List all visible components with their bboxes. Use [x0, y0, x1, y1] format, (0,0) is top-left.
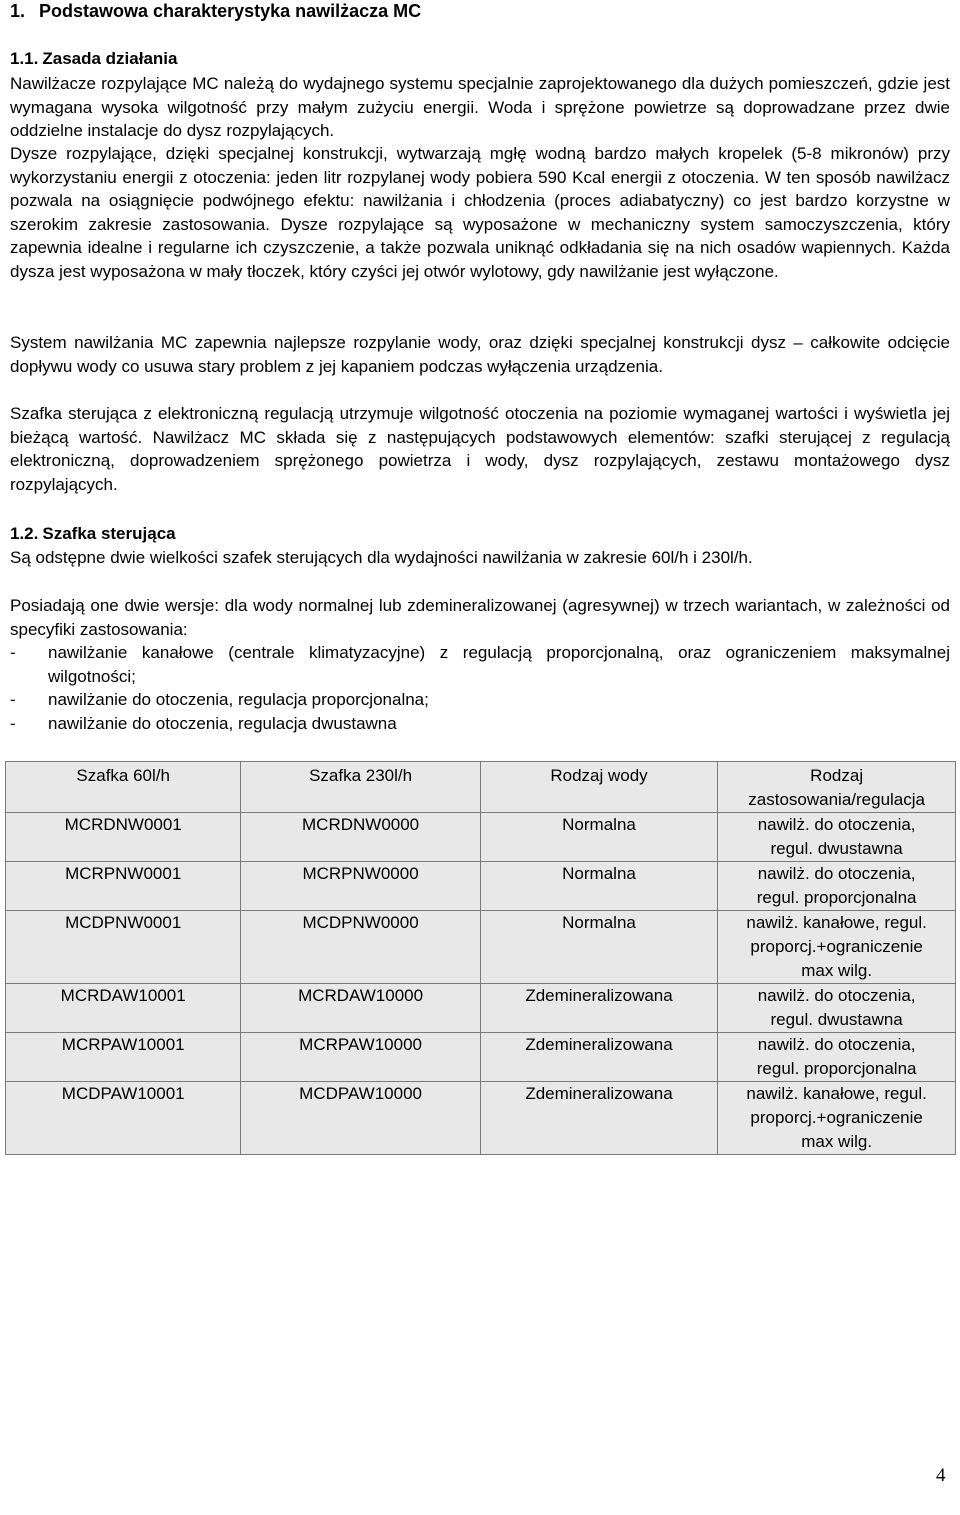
paragraph-cabinet: Szafka sterująca z elektroniczną regulacją utrzymuje wilgotność otoczenia na poziomie wymaganej wartości i wyświetla jej bieżącą wartość. Nawilżacz MC składa się z następujących podstawowych elementów: szafki sterującej z regulacją elektroniczną, doprowadzeniem sprężonego powietrza i wody, dysz rozpylających, zestawu montażowego dysz rozpylających. [10, 404, 950, 494]
section-1-number: 1. [10, 1, 26, 21]
section-1-1-number: 1.1. [10, 49, 39, 68]
list-item [10, 688, 950, 712]
cell-model-60: MCDPNW0001 [6, 911, 241, 984]
header-water-type: Rodzaj wody [480, 762, 718, 813]
section-1-1-heading [10, 49, 177, 69]
list-item-text: nawilżanie do otoczenia, regulacja dwustawna [48, 713, 397, 733]
cell-model-60: MCRPNW0001 [6, 862, 241, 911]
table-row [6, 1082, 956, 1155]
header-cabinet-60: Szafka 60l/h [6, 762, 241, 813]
paragraph-sizes: Są odstępne dwie wielkości szafek sterujących dla wydajności nawilżania w zakresie 60l/h i 230l/h. [10, 548, 753, 567]
section-1-1-title: Zasada działania [42, 49, 178, 68]
cell-model-230: MCRPAW10000 [241, 1033, 480, 1082]
cell-model-60: MCDPAW10001 [6, 1082, 241, 1155]
cell-water-type: Normalna [480, 813, 718, 862]
paragraph-system: System nawilżania MC zapewnia najlepsze rozpylanie wody, oraz dzięki specjalnej konstrukcji dysz – całkowite odcięcie dopływu wody co usuwa stary problem z jej kapaniem podczas wyłączenia urządzenia. [10, 333, 950, 376]
section-1-2-title: Szafka sterująca [42, 524, 176, 543]
table-row [6, 984, 956, 1033]
cell-water-type: Zdemineralizowana [480, 984, 718, 1033]
cell-model-230: MCDPAW10000 [241, 1082, 480, 1155]
cell-water-type: Zdemineralizowana [480, 1033, 718, 1082]
cell-model-60: MCRDNW0001 [6, 813, 241, 862]
header-cabinet-230: Szafka 230l/h [241, 762, 480, 813]
cabinet-models-table [5, 761, 956, 1155]
cell-application: nawilż. do otoczenia, regul. dwustawna [718, 984, 956, 1033]
list-dash: - [10, 690, 16, 710]
cell-water-type: Normalna [480, 911, 718, 984]
cell-model-60: MCRPAW10001 [6, 1033, 241, 1082]
section-1-heading [10, 1, 421, 22]
section-1-2-heading [10, 524, 176, 544]
table-row [6, 813, 956, 862]
paragraph-intro: Nawilżacze rozpylające MC należą do wydajnego systemu specjalnie zaprojektowanego dla dużych pomieszczeń, gdzie jest wymagana wysoka wilgotność przy małym zużyciu energii. Woda i sprężone powietrze są doprowadzane przez dwie oddzielne instalacje do dysz rozpylających. [10, 74, 950, 141]
cell-model-230: MCRDNW0000 [241, 813, 480, 862]
cell-water-type: Zdemineralizowana [480, 1082, 718, 1155]
list-item [10, 712, 950, 736]
cell-model-230: MCDPNW0000 [241, 911, 480, 984]
cell-application: nawilż. do otoczenia, regul. dwustawna [718, 813, 956, 862]
section-1-2-number: 1.2. [10, 524, 39, 543]
cell-model-230: MCRDAW10000 [241, 984, 480, 1033]
cell-application: nawilż. kanałowe, regul. proporcj.+ograniczenie max wilg. [718, 911, 956, 984]
cell-model-230: MCRPNW0000 [241, 862, 480, 911]
table-header-row [6, 762, 956, 813]
section-1-title: Podstawowa charakterystyka nawilżacza MC [39, 1, 422, 21]
list-item [10, 641, 950, 688]
table-row [6, 1033, 956, 1082]
cell-application: nawilż. kanałowe, regul. proporcj.+ograniczenie max wilg. [718, 1082, 956, 1155]
cell-water-type: Normalna [480, 862, 718, 911]
list-item-text: nawilżanie do otoczenia, regulacja proporcjonalna; [48, 690, 429, 710]
page-number: 4 [936, 1465, 946, 1486]
variants-list [10, 641, 950, 735]
cell-application: nawilż. do otoczenia, regul. proporcjonalna [718, 862, 956, 911]
header-application: Rodzaj zastosowania/regulacja [718, 762, 956, 813]
paragraph-versions: Posiadają one dwie wersje: dla wody normalnej lub zdemineralizowanej (agresywnej) w trzech wariantach, w zależności od specyfiki zastosowania: [10, 596, 950, 639]
list-item-text: nawilżanie kanałowe (centrale klimatyzacyjne) z regulacją proporcjonalną, oraz ograniczeniem maksymalnej wilgotności; [48, 643, 950, 686]
table-row [6, 862, 956, 911]
table-row [6, 911, 956, 984]
list-dash: - [10, 713, 16, 733]
list-dash: - [10, 643, 16, 662]
cell-application: nawilż. do otoczenia, regul. proporcjonalna [718, 1033, 956, 1082]
paragraph-nozzles: Dysze rozpylające, dzięki specjalnej konstrukcji, wytwarzają mgłę wodną bardzo małych kropelek (5-8 mikronów) przy wykorzystaniu energii z otoczenia: jeden litr rozpylanej wody pobiera 590 Kcal energii z otoczenia. W ten sposób nawilżacz pozwala na osiągnięcie podwójnego efektu: nawilżania i chłodzenia (proces adiabatyczny) co jest bardzo korzystne w szerokim zakresie zastosowania. Dysze rozpylające są wyposażone w mechaniczny system samoczyszczenia, który zapewnia idealne i regularne ich czyszczenie, a także pozwala uniknąć odkładania się na nich osadów wapiennych. Każda dysza jest wyposażona w mały tłoczek, który czyści jej otwór wylotowy, gdy nawilżanie jest wyłączone. [10, 144, 950, 281]
cell-model-60: MCRDAW10001 [6, 984, 241, 1033]
